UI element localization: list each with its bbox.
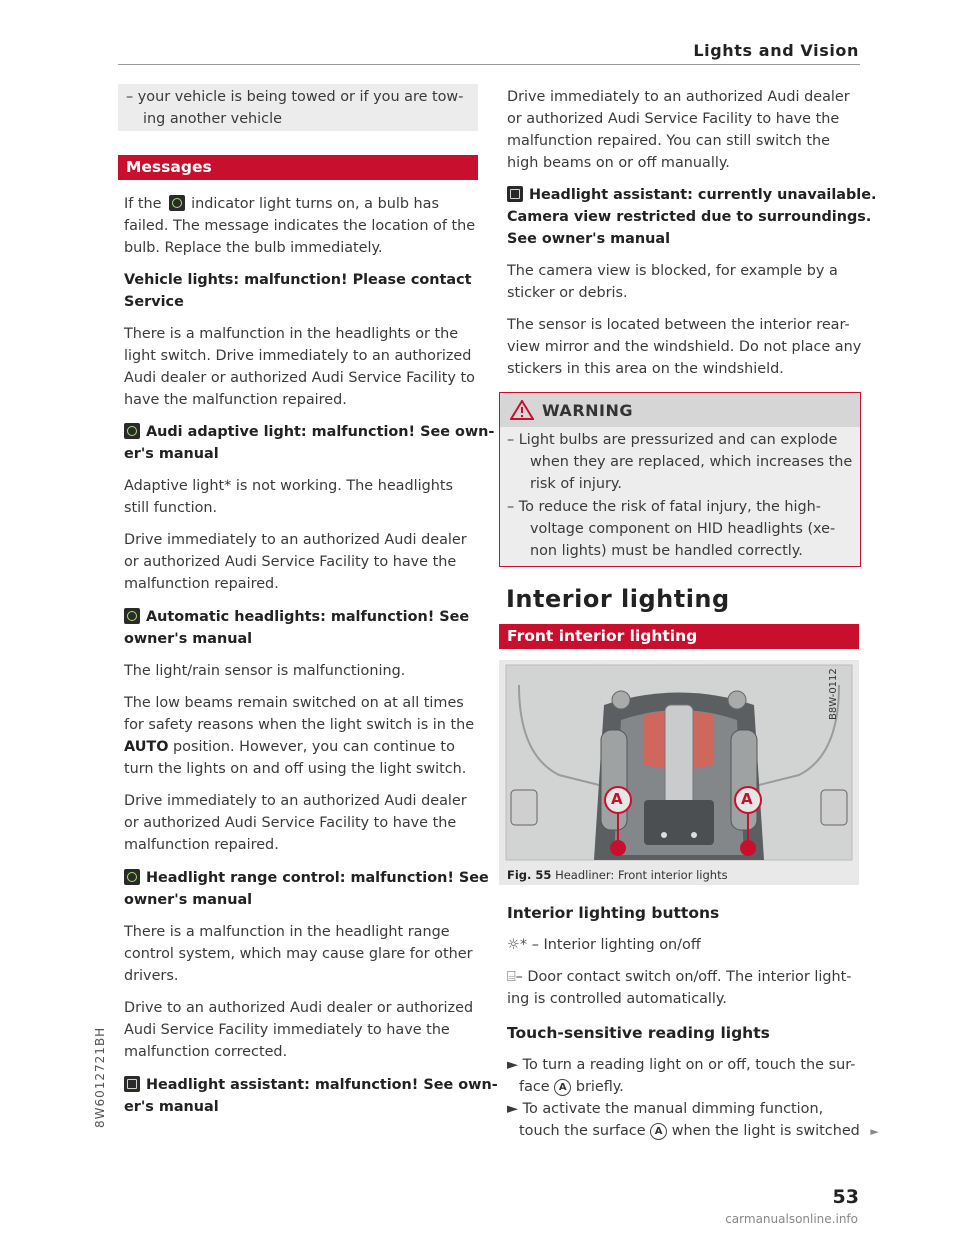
heading-headlight-range-text: Headlight range control: malfunction! See [146, 870, 489, 886]
figure-55 [499, 660, 859, 885]
section-title: Lights and Vision [693, 41, 859, 60]
para-8-line-2: Audi Service Facility immediately to have the [124, 1022, 450, 1038]
para-5-line-3 [124, 736, 455, 758]
touch-2-line-1: ► To activate the manual dimming function, [507, 1101, 824, 1117]
section-heading-interior-lighting: Interior lighting [506, 585, 730, 613]
subheading-touch-sensitive: Touch-sensitive reading lights [507, 1024, 770, 1042]
heading-headlight-assistant-unavailable-text: Headlight assistant: currently unavailable. [529, 187, 877, 203]
para-5-line-1: The low beams remain switched on at all times [124, 695, 464, 711]
para-8-line-3: malfunction corrected. [124, 1044, 288, 1060]
para-3-line-1: Drive immediately to an authorized Audi dealer [124, 532, 467, 548]
button-1-text: – Interior lighting on/off [531, 937, 701, 953]
headlight-assistant-icon [124, 1076, 140, 1092]
r-para-2-line-2: sticker or debris. [507, 285, 628, 301]
heading-vehicle-lights-cont: Service [124, 294, 184, 310]
para-1-line-2: light switch. Drive immediately to an authorized [124, 348, 472, 364]
r-para-3-line-1: The sensor is located between the interior rear- [507, 317, 850, 333]
warning-icon [510, 400, 534, 420]
para-1-line-3: Audi dealer or authorized Audi Service Facility to [124, 370, 475, 386]
touch-1-line-1: ► To turn a reading light on or off, touch the sur- [507, 1057, 856, 1073]
para-1-line-4: have the malfunction repaired. [124, 392, 347, 408]
heading-headlight-range [124, 867, 489, 889]
figure-caption-text: Headliner: Front interior lights [555, 868, 728, 882]
button-1-line [507, 934, 701, 956]
heading-see-manual: See owner's manual [507, 231, 670, 247]
intro-line-3: bulb. Replace the bulb immediately. [124, 240, 383, 256]
header-rule [118, 64, 860, 65]
heading-headlight-assistant-malfunction-cont: er's manual [124, 1099, 219, 1115]
para-2-line-2: still function. [124, 500, 218, 516]
para-1-line-1: There is a malfunction in the headlights or the [124, 326, 459, 342]
note-item-cont: ing another vehicle [143, 111, 282, 127]
heading-headlight-assistant-unavailable [507, 184, 876, 206]
button-2-text: – Door contact switch on/off. The interior light- [515, 969, 852, 985]
figure-label: Fig. 55 [507, 868, 552, 882]
r-para-1-line-3: malfunction repaired. You can still switch the [507, 133, 830, 149]
figure-caption [507, 868, 728, 882]
r-para-1-line-1: Drive immediately to an authorized Audi dealer [507, 89, 850, 105]
warning-item-2-line-2: voltage component on HID headlights (xe- [530, 521, 836, 537]
r-para-3-line-2: view mirror and the windshield. Do not place any [507, 339, 862, 355]
heading-headlight-range-cont: owner's manual [124, 892, 253, 908]
warning-item-2-line-3: non lights) must be handled correctly. [530, 543, 803, 559]
subheading-interior-lighting-buttons: Interior lighting buttons [507, 904, 720, 922]
heading-automatic-headlights-cont: owner's manual [124, 631, 253, 647]
touch-1-line-2 [519, 1076, 624, 1098]
automatic-headlights-icon [124, 608, 140, 624]
heading-headlight-assistant-malfunction [124, 1074, 498, 1096]
para-6-line-1: Drive immediately to an authorized Audi dealer [124, 793, 467, 809]
page-number: 53 [832, 1186, 859, 1208]
note-item: – your vehicle is being towed or if you are tow- [126, 89, 464, 105]
warning-item-2-line-1: – To reduce the risk of fatal injury, the high- [507, 499, 821, 515]
heading-adaptive-light-text: Audi adaptive light: malfunction! See own- [146, 424, 495, 440]
para-5-line-4: turn the lights on and off using the light switch. [124, 761, 467, 777]
continue-arrow-icon: ► [870, 1125, 879, 1138]
bulb-failure-icon [169, 195, 185, 211]
r-para-1-line-4: high beams on or off manually. [507, 155, 730, 171]
para-3-line-3: malfunction repaired. [124, 576, 279, 592]
callout-a-inline-2: A [650, 1123, 667, 1140]
callout-a-inline: A [554, 1079, 571, 1096]
heading-headlight-assistant-malfunction-text: Headlight assistant: malfunction! See own- [146, 1077, 498, 1093]
warning-item-1-line-1: – Light bulbs are pressurized and can explode [507, 432, 838, 448]
figure-code: B8W-0112 [828, 668, 839, 720]
warning-header [500, 393, 860, 427]
document-code: 8W6012721BH [93, 1026, 107, 1128]
heading-adaptive-light-cont: er's manual [124, 446, 219, 462]
para-6-line-2: or authorized Audi Service Facility to have the [124, 815, 457, 831]
messages-banner: Messages [118, 155, 478, 180]
para-6-line-3: malfunction repaired. [124, 837, 279, 853]
intro-post: indicator light turns on, a bulb has [191, 196, 439, 212]
para-7-line-3: drivers. [124, 968, 179, 984]
intro-line-2: failed. The message indicates the location of the [124, 218, 476, 234]
r-para-2-line-1: The camera view is blocked, for example by a [507, 263, 838, 279]
warning-item-1-line-2: when they are replaced, which increases the [530, 454, 853, 470]
interior-light-symbol: ☼* [507, 937, 528, 953]
callout-a-right: A [741, 790, 753, 808]
touch-1-post: briefly. [575, 1079, 624, 1095]
para-5-line-3-rest: position. However, you can continue to [173, 739, 455, 755]
touch-2-post: when the light is switched [671, 1123, 860, 1139]
intro-pre: If the [124, 196, 162, 212]
headlight-assistant-icon [507, 186, 523, 202]
front-interior-lighting-banner: Front interior lighting [499, 624, 859, 649]
button-2-line-2: ing is controlled automatically. [507, 991, 727, 1007]
para-7-line-1: There is a malfunction in the headlight range [124, 924, 450, 940]
intro-line-1 [124, 193, 439, 215]
button-2-line-1 [507, 966, 851, 988]
door-contact-symbol: ⌸ [507, 969, 516, 985]
heading-automatic-headlights-text: Automatic headlights: malfunction! See [146, 609, 470, 625]
r-para-3-line-3: stickers in this area on the windshield. [507, 361, 784, 377]
heading-adaptive-light [124, 421, 494, 443]
adaptive-light-icon [124, 423, 140, 439]
auto-keyword: AUTO [124, 739, 169, 755]
touch-2-pre: touch the surface [519, 1123, 646, 1139]
heading-vehicle-lights: Vehicle lights: malfunction! Please contact [124, 272, 472, 288]
headlight-range-icon [124, 869, 140, 885]
heading-camera-view: Camera view restricted due to surroundings. [507, 209, 872, 225]
headliner-illustration [499, 660, 859, 885]
touch-1-pre: face [519, 1079, 550, 1095]
para-7-line-2: control system, which may cause glare for other [124, 946, 473, 962]
watermark: carmanualsonline.info [725, 1212, 858, 1226]
para-4-line-1: The light/rain sensor is malfunctioning. [124, 663, 406, 679]
callout-a-left: A [611, 790, 623, 808]
warning-item-1-line-3: risk of injury. [530, 476, 622, 492]
heading-automatic-headlights [124, 606, 469, 628]
touch-2-line-2 [519, 1120, 879, 1143]
warning-title: WARNING [542, 400, 633, 420]
para-2-line-1: Adaptive light* is not working. The headlights [124, 478, 454, 494]
r-para-1-line-2: or authorized Audi Service Facility to have the [507, 111, 840, 127]
para-5-line-2: for safety reasons when the light switch is in the [124, 717, 475, 733]
para-8-line-1: Drive to an authorized Audi dealer or authorized [124, 1000, 474, 1016]
para-3-line-2: or authorized Audi Service Facility to have the [124, 554, 457, 570]
